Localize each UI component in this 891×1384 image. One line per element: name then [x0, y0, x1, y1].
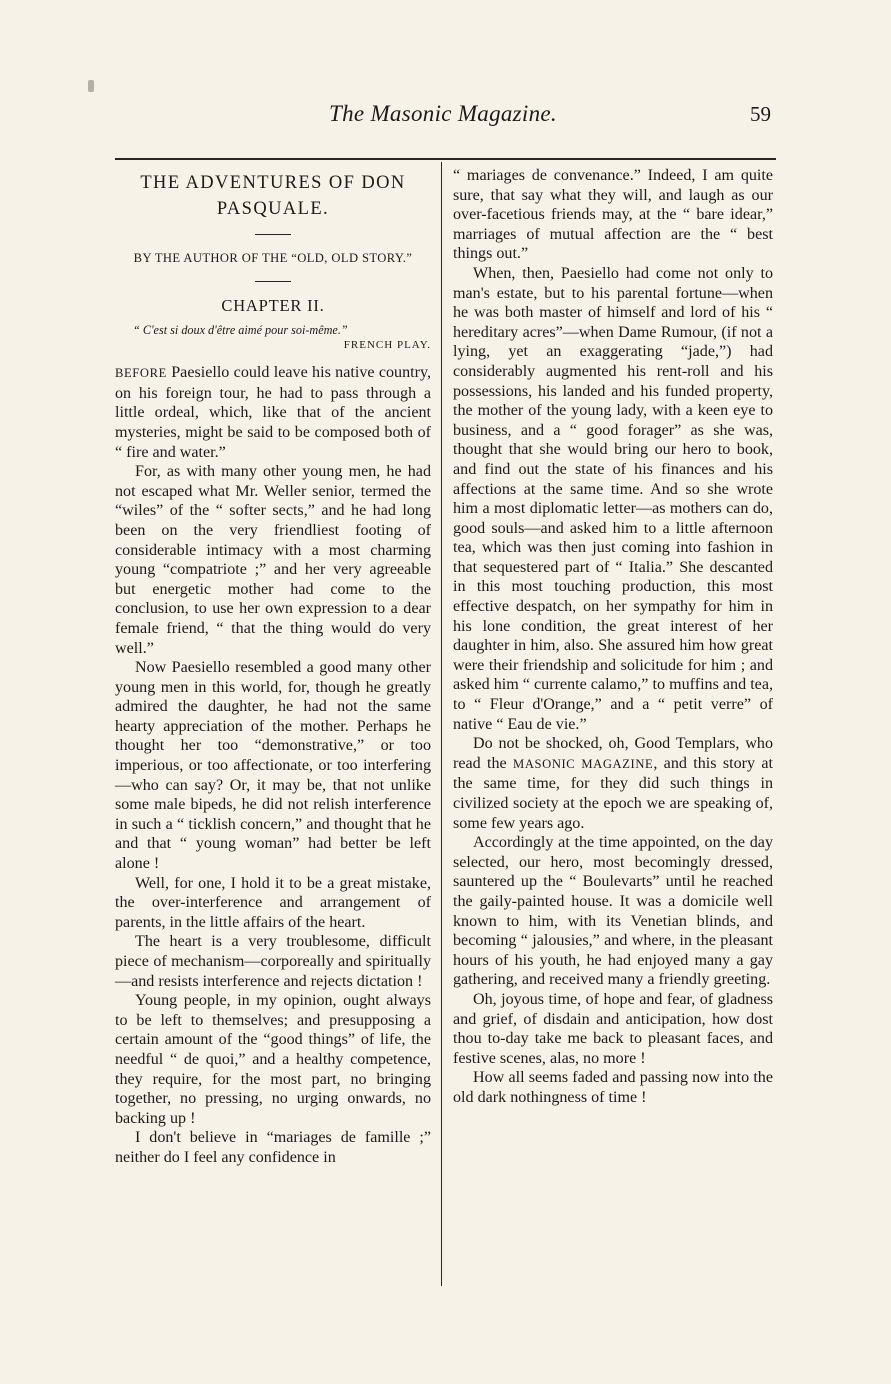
paragraph: Accordingly at the time appointed, on the day selected, our hero, most becomingly dressed, sauntered up the “ Boulevarts” until he reached the gaily-painted house. It was a domicile well known to him, with its Venetian blinds, and becoming “ jalousies,” and where, in the pleasant hours of his youth, he had enjoyed many a gay gathering, and received many a friendly greeting.: [453, 834, 773, 989]
paragraph: When, then, Paesiello had come not only to man's estate, but to his parental fortune—when he was both master of himself and lord of his “ hereditary acres”—when Dame Rumour, (if not a lying, yet an exaggerating “jade,”) had considerably augmented his rent-roll and his possessions, his landed and his funded property, the mother of the young lady, with a keen eye to business, and a “ good forager” as she was, thought that she would bring our hero to book, and find out the state of his finances and his affections at the same time. And so she wrote him a most diplomatic letter—as mothers can do, good souls—and asked him to a little afternoon tea, which was then just coming into fashion in that sequestered part of “ Italia.” She descanted in this most touching production, this most effective despatch, on her sympathy for him in his lone condition, the great interest of her daughter in him, also. She assured him how great were their friendship and solicitude for him ; and asked him “ currente calamo,” to muffins and tea, to “ Fleur d'Orange,” and a “ petit verre” of native “ Eau de vie.”: [453, 264, 773, 733]
right-column: [453, 166, 773, 1108]
paragraph: Young people, in my opinion, ought always to be left to themselves; and presupposing a certain amount of the “good things” of life, the needful “ de quoi,” and a healthy competence, they require, for the most part, no bringing together, no pressing, no urging onwards, no backing up !: [115, 992, 431, 1127]
magazine-name-smallcaps: MASONIC MAGAZINE: [513, 756, 654, 771]
page-number: 59: [750, 102, 771, 126]
article-byline: BY THE AUTHOR OF THE “OLD, OLD STORY.”: [133, 251, 413, 265]
article-title: THE ADVENTURES OF DON PASQUALE.: [140, 173, 406, 219]
paragraph: Well, for one, I hold it to be a great mistake, the over-interference and arrangement of parents, in the little affairs of the heart.: [115, 874, 431, 931]
paragraph: How all seems faded and passing now into the old dark nothingness of time !: [453, 1069, 773, 1106]
paragraph: Now Paesiello resembled a good many other young men in this world, for, though he greatly admired the daughter, he had not the same hearty appreciation of the mother. Perhaps he thought her too “demonstrative,” or too imperious, or too affectionate, or too interfering—who can say? Or, it may be, that not unlike some male bipeds, he did not relish interference in such a “ ticklish concern,” and thought that he and that “ young woman” had better be left alone !: [115, 659, 431, 873]
epigraph: “ C'est si doux d'être aimé pour soi-même.”: [133, 323, 348, 338]
drop-word: BEFORE: [115, 366, 167, 381]
byline-rule: [255, 281, 291, 282]
paragraph: For, as with many other young men, he had not escaped what Mr. Weller senior, termed the “wiles” of the “ softer sects,” and he had long been on the very friendliest footing of considerable intimacy with a most charming young “compatriote ;” and her very agreeable but energetic mother had come to the conclusion, to use her own expression to a dear female friend, “ that the thing would do very well.”: [115, 463, 431, 657]
paragraph: “ mariages de convenance.” Indeed, I am quite sure, that say what they will, and laugh as our over-facetious friends may, at the “ bare idear,” marriages of mutual affection are the “ best things out.”: [453, 167, 773, 263]
paragraph: [453, 734, 773, 833]
header-rule: [115, 158, 776, 160]
paragraph: [115, 363, 431, 462]
paragraph: Oh, joyous time, of hope and fear, of gladness and grief, of disdain and anticipation, how dost thou to-day take me back to pleasant faces, and festive scenes, alas, no more !: [453, 990, 773, 1067]
magazine-title: The Masonic Magazine.: [329, 101, 557, 126]
paragraph: I don't believe in “mariages de famille ;” neither do I feel any confidence in: [115, 1129, 431, 1166]
paragraph-text: Do not be shocked, oh, Good Templars, who read the: [453, 735, 773, 772]
left-column: [115, 166, 431, 1168]
paragraph: The heart is a very troublesome, difficult piece of mechanism—corporeally and spiritually—and resists interference and rejects dictation !: [115, 933, 431, 990]
binding-speck: [88, 80, 94, 92]
column-divider: [441, 162, 442, 1286]
paragraph-text: Paesiello could leave his native country, on his foreign tour, he had to pass through a little ordeal, which, like that of the ancient mysteries, might be said to be composed both of “ fire and water.”: [115, 364, 431, 461]
epigraph-source: FRENCH PLAY.: [343, 339, 431, 352]
title-rule: [255, 234, 291, 235]
paragraph-text: , and this story at the same time, for they did such things in civilized society at the epoch we are speaking of, some few years ago.: [453, 754, 773, 832]
chapter-heading: CHAPTER II.: [221, 295, 325, 315]
running-head: [115, 101, 771, 133]
